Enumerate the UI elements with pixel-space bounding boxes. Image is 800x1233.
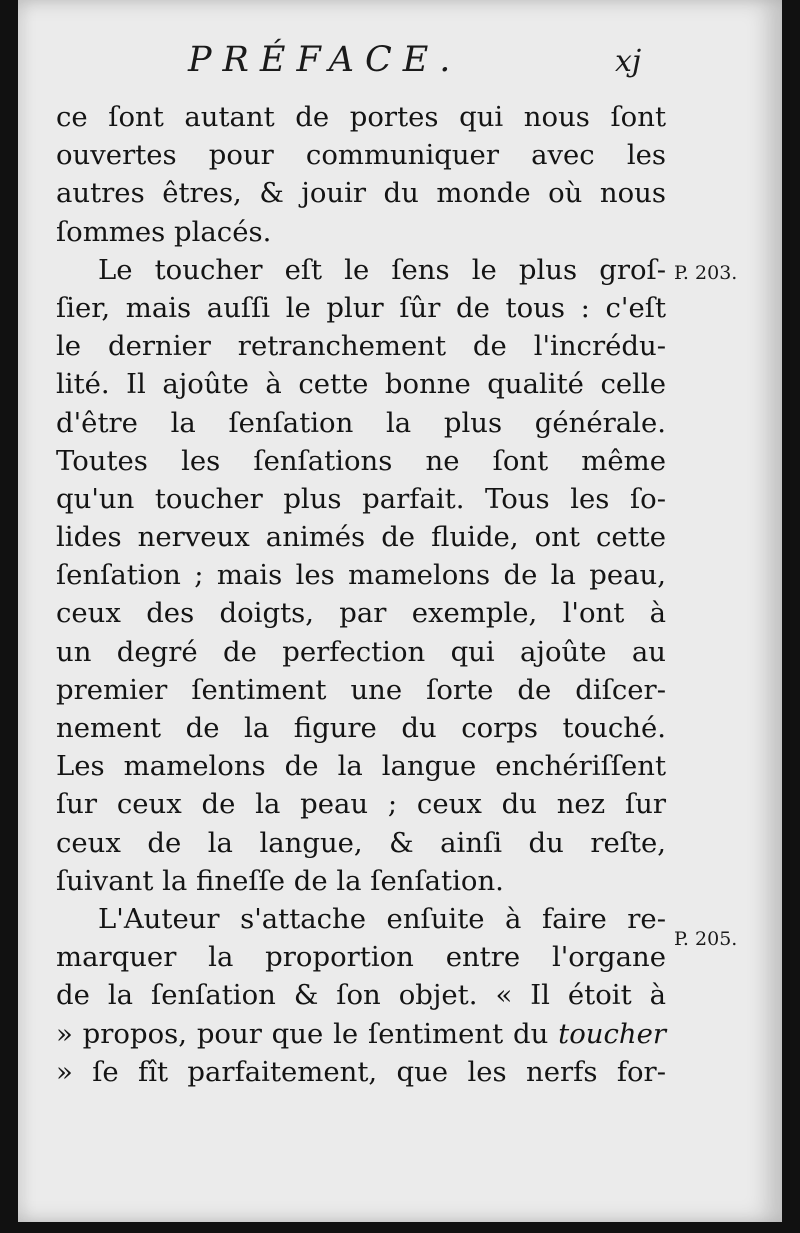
text-line: ſur ceux de la peau ; ceux du nez ſur: [56, 788, 666, 821]
text-line: ouvertes pour communiquer avec les: [56, 139, 666, 172]
text-line: [56, 1015, 666, 1053]
paragraph-start-line: Le toucher eſt le ſens le plus groſ-: [98, 253, 666, 286]
text-line: nement de la figure du corps touché.: [56, 712, 666, 744]
text-line-part: » propos, pour que le ſentiment du: [56, 1017, 559, 1050]
page-number: xj: [615, 44, 642, 79]
margin-reference: P. 203.: [674, 262, 738, 284]
text-line: de la ſenſation & ſon objet. « Il étoit à: [56, 979, 666, 1012]
book-page: [18, 0, 782, 1222]
text-line: premier ſentiment une ſorte de diſcer-: [56, 673, 666, 706]
text-line: ſier, mais auſſi le plur ſûr de tous : c'eſt: [56, 291, 666, 324]
running-head: [18, 40, 782, 90]
text-line: d'être la ſenſation la plus générale.: [56, 406, 666, 439]
text-line: » ſe fît parfaitement, que les nerfs for-: [56, 1055, 666, 1088]
text-line: lides nerveux animés de fluide, ont cette: [56, 521, 666, 554]
text-line: ceux de la langue, & ainſi du reſte,: [56, 826, 666, 859]
text-line: Les mamelons de la langue enchériſſent: [56, 750, 666, 783]
text-line: ce ſont autant de portes qui nous ſont: [56, 101, 666, 133]
margin-reference: P. 205.: [674, 928, 738, 950]
text-line: le dernier retranchement de l'incrédu-: [56, 330, 666, 363]
text-line: ceux des doigts, par exemple, l'ont à: [56, 597, 666, 630]
text-line: un degré de perfection qui ajoûte au: [56, 635, 666, 668]
text-line: lité. Il ajoûte à cette bonne qualité celle: [56, 368, 666, 401]
text-line: autres êtres, & jouir du monde où nous: [56, 177, 666, 210]
running-head-title: PRÉFACE.: [188, 40, 462, 80]
text-line: Toutes les ſenſations ne ſont même: [56, 444, 666, 477]
text-line: ſenſation ; mais les mamelons de la peau,: [56, 559, 666, 592]
text-line: ſuivant la fineſſe de la ſenſation.: [56, 864, 504, 897]
paragraph-start-line: L'Auteur s'attache enſuite à faire re-: [98, 902, 666, 935]
body-text: [56, 98, 666, 1091]
text-line: marquer la proportion entre l'organe: [56, 941, 666, 974]
text-line: qu'un toucher plus parfait. Tous les ſo-: [56, 482, 666, 515]
italic-word: toucher: [558, 1017, 666, 1050]
text-line: ſommes placés.: [56, 215, 272, 248]
